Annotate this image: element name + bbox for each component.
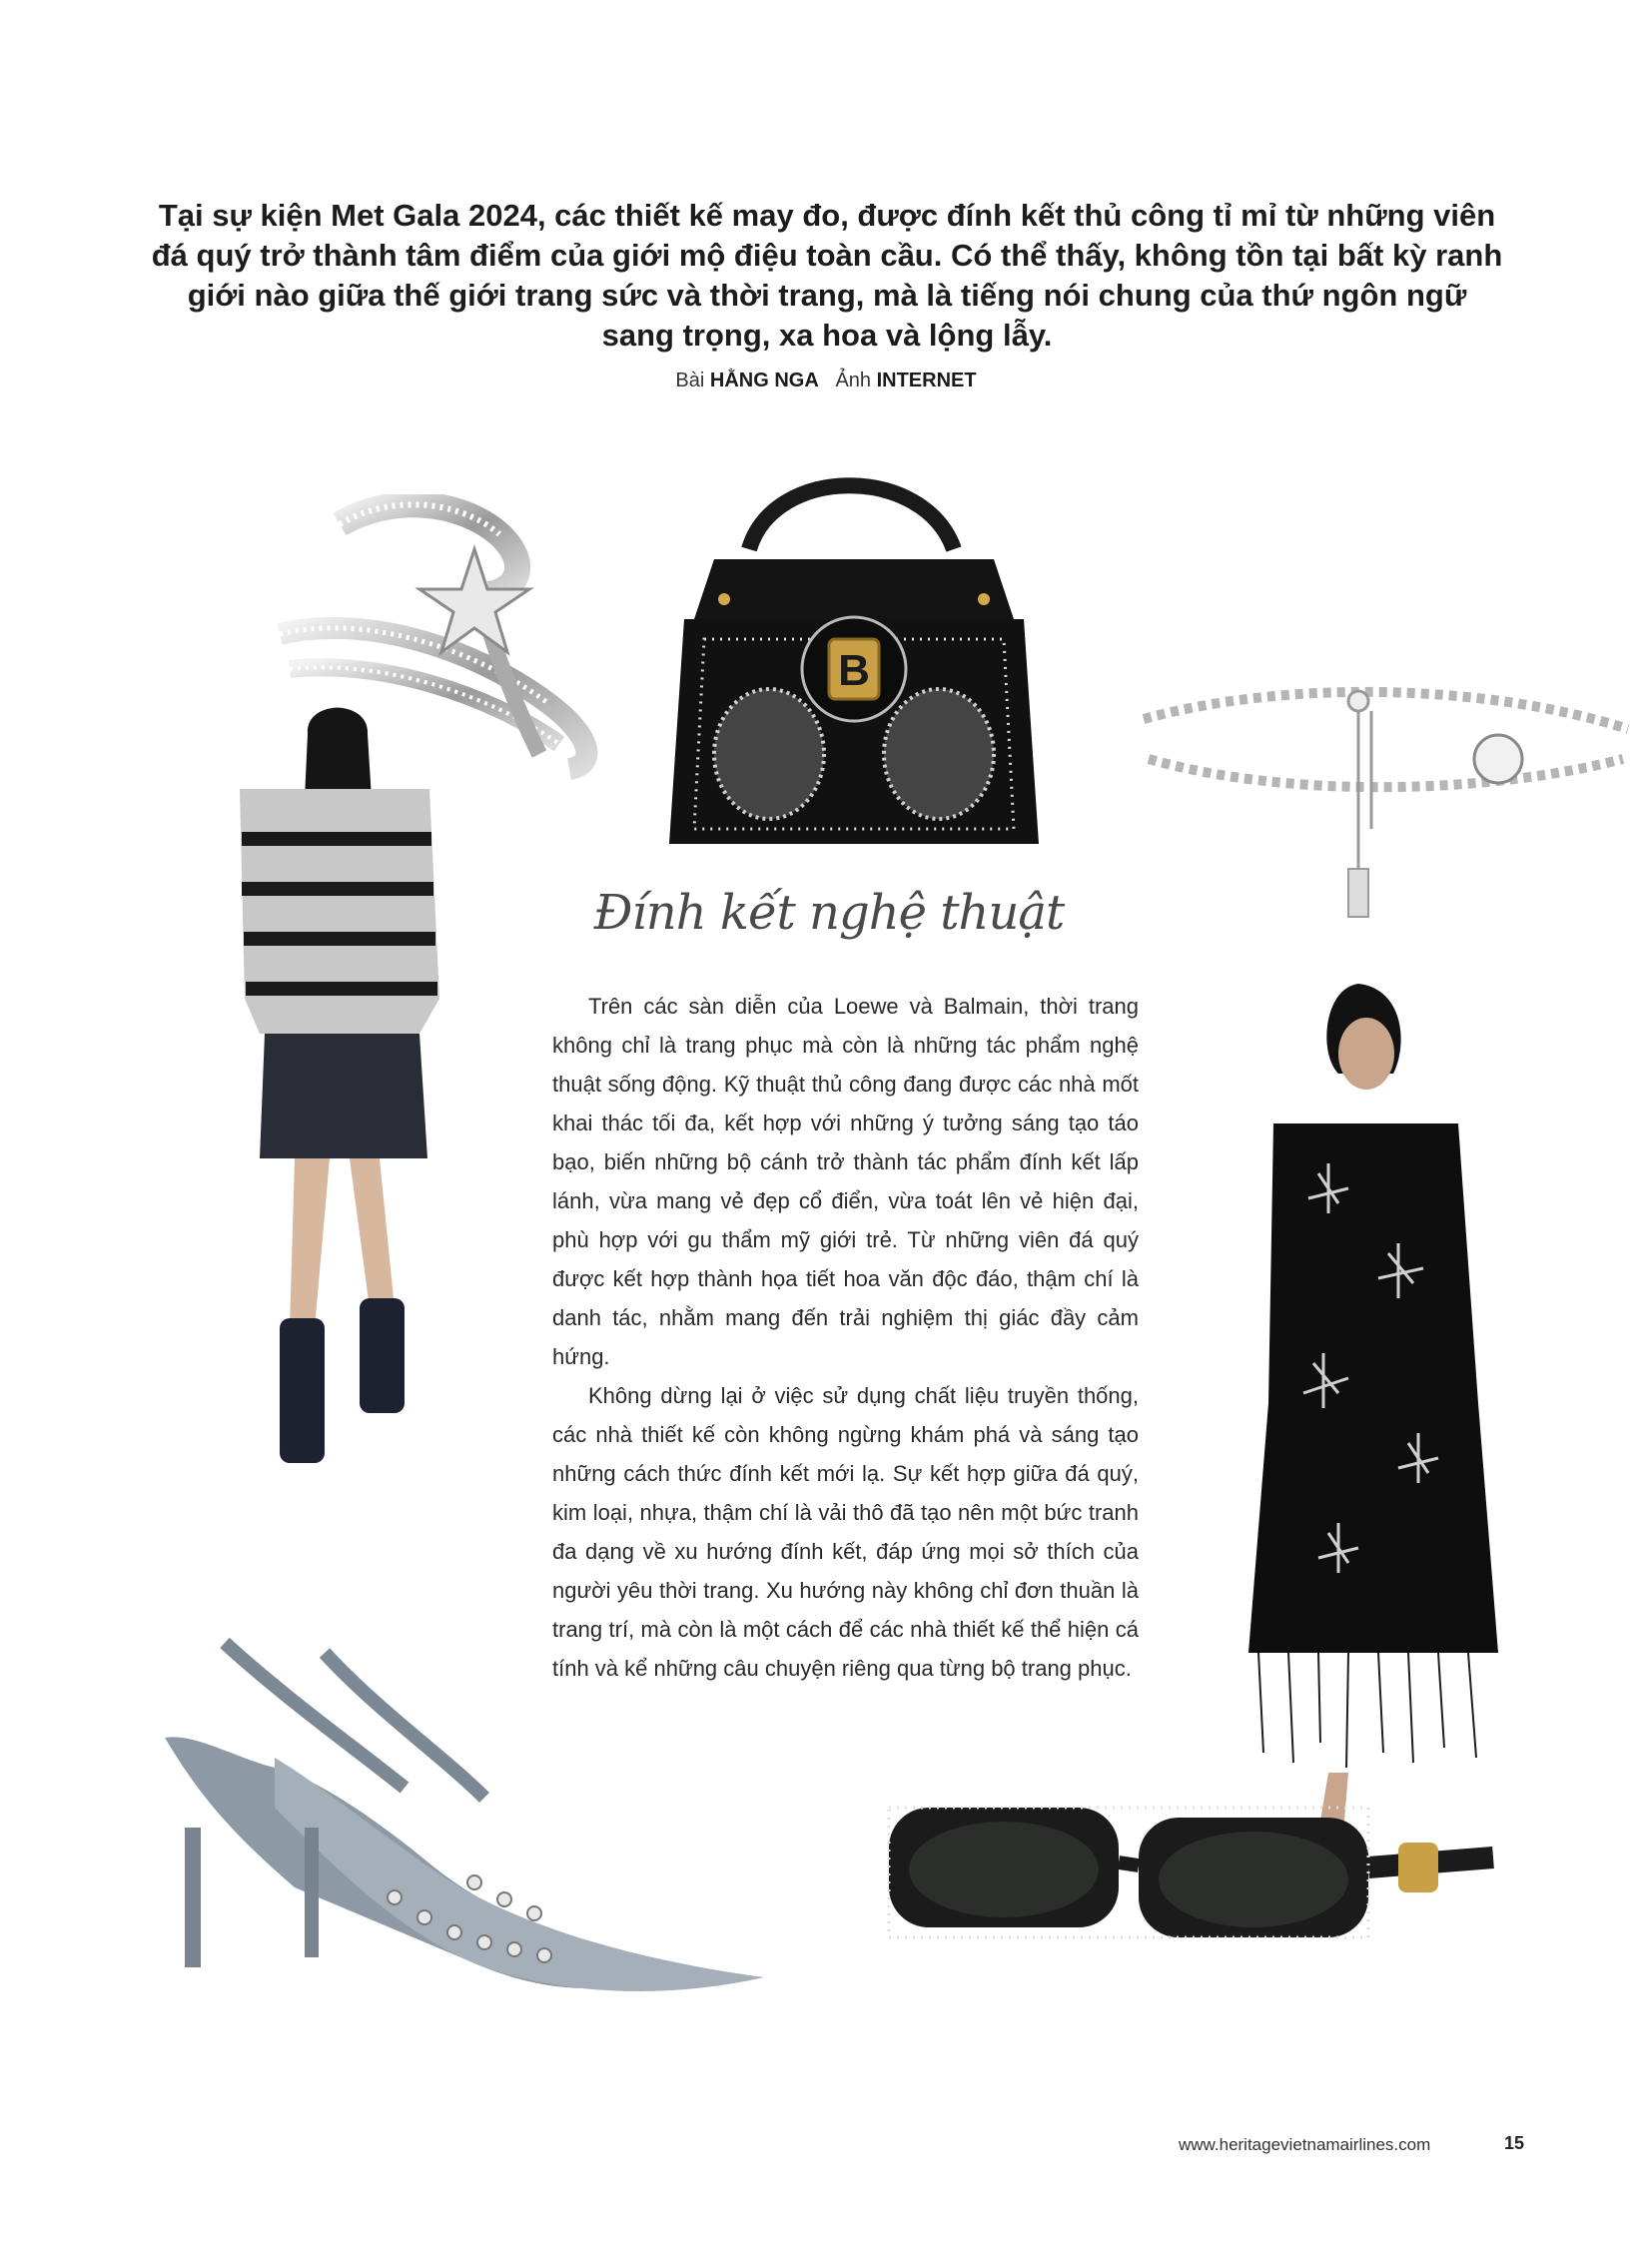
author-label: Bài [675,370,705,391]
article-paragraph: Trên các sàn diễn của Loewe và Balmain, thời trang không chỉ là trang phục mà còn là những tác phẩm nghệ thuật sống động. Kỹ thuật thủ công đang được các nhà mốt khai thác tối đa, kết hợp với những ý tưởng sáng tạo táo bạo, biến những bộ cánh trở thành tác phẩm đính kết lấp lánh, vừa mang vẻ đẹp cổ điển, vừa toát lên vẻ hiện đại, phù hợp với gu thẩm mỹ giới trẻ. Từ những viên đá quý được kết hợp thành họa tiết hoa văn độc đáo, thậm chí là danh tác, nhằm mang đến trải nghiệm thị giác đầy cảm hứng. [552,994,1139,1369]
bag-logo-letter: B [838,646,870,695]
section-heading: Đính kết nghệ thuật [593,885,1065,941]
necklace-image [1129,649,1638,949]
author-name: HẰNG NGA [709,370,819,391]
footer-website-url: www.heritagevietnamairlines.com [1179,2135,1431,2154]
runway-model-left-image [220,689,479,1543]
intro-lead: Tại sự kiện Met Gala 2024, các thiết kế may đo, được đính kết thủ công tỉ mỉ từ những viên đá quý trở thành tâm điểm của giới mộ điệu toàn cầu. Có thể thấy, không tồn tại bất kỳ ranh giới nào giữa thế giới trang sức và thời trang, mà là tiếng nói chung của thứ ngôn ngữ sang trọng, xa hoa và lộng lẫy. [151,198,1503,353]
article-paragraph: Không dừng lại ở việc sử dụng chất liệu truyền thống, các nhà thiết kế còn không ngừng khám phá và sáng tạo những cách thức đính kết mới lạ. Sự kết hợp giữa đá quý, kim loại, nhựa, thậm chí là vải thô đã tạo nên một bức tranh đa dạng về xu hướng đính kết, đáp ứng mọi sở thích của người yêu thời trang. Xu hướng này không chỉ đơn thuần là trang trí, mà còn là một cách để các nhà thiết kế thể hiện cá tính và kể những câu chuyện riêng qua từng bộ trang phục. [552,1383,1139,1681]
credits-line [0,370,1652,392]
page-number: 15 [1504,2133,1525,2153]
runway-model-right-image [1219,974,1518,1853]
photo-label: Ảnh [835,370,872,391]
article-body [552,987,1139,1688]
heels-image [155,1638,784,2012]
handbag-image [654,469,1054,864]
photo-credit: INTERNET [876,370,977,391]
sunglasses-image [884,1798,1498,1977]
